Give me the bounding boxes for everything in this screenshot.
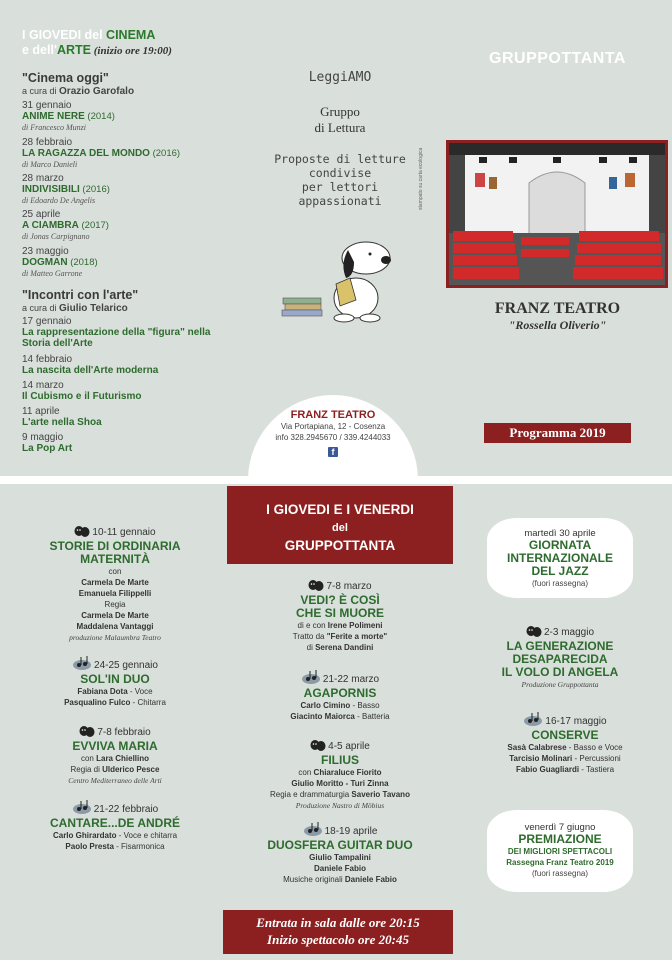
event-date: 11 aprile (22, 406, 60, 417)
performer-role: - Basso e Voce (566, 743, 623, 752)
cinema-section-title: "Cinema oggi" (22, 71, 109, 85)
cinema-event (22, 137, 232, 170)
event-title: DEL JAZZ (531, 564, 589, 578)
event-credit: con (108, 567, 122, 576)
film-title (22, 111, 232, 122)
performer-name: Fabiana Dota (77, 687, 128, 696)
cura-prefix: a cura di (22, 303, 60, 313)
cinema-arte-header (22, 28, 212, 59)
performer-name: Irene Polimeni (327, 621, 383, 630)
event-evviva-maria (30, 726, 200, 786)
performer-role: - Tastiera (579, 765, 615, 774)
lecture-title: La Pop Art (22, 443, 73, 454)
proposte-line: per lettori (301, 180, 379, 194)
performer-name: Daniele Fabio (313, 864, 366, 873)
event-conserve (480, 712, 650, 775)
film-director: di Marco Danieli (22, 160, 78, 169)
theatre-masks-icon (308, 580, 324, 594)
event-generazione-desaparecida (480, 626, 640, 690)
theatre-name: FRANZ TEATRO (494, 300, 621, 317)
performer-name: Chiaraluce Fiorito (313, 768, 382, 777)
cura-prefix: a cura di (22, 86, 60, 96)
event-date: 18-19 aprile (324, 826, 378, 837)
arte-section-title: "Incontri con l'arte" (22, 288, 139, 302)
film-name: ANIME NERE (22, 111, 85, 122)
source-title: "Ferite a morte" (326, 632, 388, 641)
performer-name: Sasà Calabrese (507, 743, 567, 752)
contact-phone: info 328.2945670 / 339.4244033 (275, 433, 391, 442)
performer-name: Giacinto Maiorca (290, 712, 355, 721)
film-year: (2014) (84, 111, 115, 122)
eco-paper-note: stampato su carta ecologica (418, 147, 424, 210)
film-director: di Francesco Munzi (22, 123, 86, 132)
event-title: DUOSFERA GUITAR DUO (267, 838, 413, 852)
event-title: DESAPARECIDA (512, 652, 608, 666)
event-credit: Carmela De Marte (81, 578, 149, 587)
header-time: (inizio ore 19:00) (90, 45, 172, 57)
event-title: FILIUS (321, 753, 359, 767)
facebook-icon[interactable]: f (328, 447, 338, 457)
contact-name: FRANZ TEATRO (290, 409, 376, 421)
event-title: LA GENERAZIONE (506, 639, 614, 653)
music-notes-icon (303, 822, 323, 839)
snoopy-reading-illustration (278, 236, 398, 326)
leggiamo-title: LeggiAMO (308, 70, 372, 85)
arte-event (22, 380, 222, 402)
event-title: EVVIVA MARIA (72, 739, 158, 753)
film-name: LA RAGAZZA DEL MONDO (22, 148, 150, 159)
header-text-arte: ARTE (56, 43, 91, 57)
credit-label: Musiche originali (283, 875, 345, 884)
header-text: e dell' (22, 43, 57, 57)
film-year: (2018) (67, 257, 98, 268)
event-storie-ordinaria (30, 526, 200, 643)
event-date: 16-17 maggio (545, 716, 607, 727)
film-director: di Matteo Garrone (22, 269, 83, 278)
credit-label: di e con (297, 621, 328, 630)
theatre-subtitle: "Rossella Oliverio" (508, 318, 607, 332)
music-notes-icon (72, 656, 92, 673)
performer-name: Carlo Cimino (300, 701, 351, 710)
event-date: 7-8 febbraio (97, 727, 151, 738)
film-director: di Jonas Carpignano (22, 232, 90, 241)
event-note: (fuori rassegna) (531, 579, 589, 588)
event-note: (fuori rassegna) (531, 869, 589, 878)
event-subtitle: DEI MIGLIORI SPETTACOLI (507, 847, 613, 856)
lecture-title: La rappresentazione della "figura" nella Storia dell'Arte (22, 327, 211, 349)
event-credit: Emanuela Filippelli (78, 589, 152, 598)
programma-badge: Programma 2019 (484, 423, 631, 443)
banner-line: del (332, 522, 348, 534)
event-production: Produzione Nastro di Möbius (295, 801, 385, 810)
event-credit: Carmela De Marte (81, 611, 149, 620)
banner-line: GRUPPOTTANTA (284, 538, 396, 553)
event-date: 7-8 marzo (326, 581, 372, 592)
performer-role: - Batteria (354, 712, 390, 721)
event-production: produzione Malaumbra Teatro (69, 633, 161, 642)
credit-label: con (298, 768, 314, 777)
performer-name: Tarcisio Molinari (509, 754, 573, 763)
music-notes-icon (301, 670, 321, 687)
film-title (22, 257, 232, 268)
theatre-masks-icon (74, 526, 90, 540)
film-title (22, 220, 232, 231)
contact-info (258, 410, 408, 458)
event-date: 28 febbraio (22, 137, 73, 148)
director-name: Ulderico Pesce (102, 765, 160, 774)
film-year: (2016) (79, 184, 110, 195)
arte-event (22, 432, 222, 454)
event-date: venerdì 7 giugno (524, 822, 596, 833)
arte-event (22, 316, 222, 349)
event-date: 31 gennaio (22, 100, 72, 111)
event-date: 17 gennaio (22, 316, 72, 327)
cura-name: Orazio Garofalo (59, 86, 135, 97)
performer-name: Carlo Ghirardato (52, 831, 117, 840)
event-cantare-de-andre (30, 800, 200, 852)
event-date: martedì 30 aprile (524, 528, 596, 539)
cura-name: Giulio Telarico (59, 303, 128, 314)
event-title: CHE SI MUORE (295, 606, 384, 620)
contact-address: Via Portapiana, 12 - Cosenza (280, 422, 386, 431)
theatre-masks-icon (526, 626, 542, 640)
arte-curator (22, 303, 128, 314)
event-date: 10-11 gennaio (92, 527, 156, 538)
cinema-event (22, 209, 232, 242)
performer-role: - Voce e chitarra (116, 831, 178, 840)
start-time: Inizio spettacolo ore 20:45 (267, 932, 409, 947)
event-date: 23 maggio (22, 246, 69, 257)
cinema-event (22, 173, 232, 206)
lecture-title: Il Cubismo e il Futurismo (22, 391, 142, 402)
event-title: CONSERVE (531, 728, 599, 742)
cinema-event (22, 100, 232, 133)
event-date: 21-22 marzo (322, 674, 380, 685)
banner-line: I GIOVEDI E I VENERDI (266, 502, 414, 517)
event-title: INTERNAZIONALE (507, 551, 613, 565)
author-name: Serena Dandini (315, 643, 374, 652)
proposte-line: condivise (308, 166, 372, 180)
event-date: 4-5 aprile (328, 741, 370, 752)
film-name: A CIAMBRA (22, 220, 79, 231)
cinema-curator (22, 86, 134, 97)
film-year: (2016) (149, 148, 181, 159)
entry-time: Entrata in sala dalle ore 20:15 (256, 915, 420, 930)
event-date: 14 febbraio (22, 354, 73, 365)
event-date: 2-3 maggio (543, 627, 595, 638)
event-date: 24-25 gennaio (94, 660, 158, 671)
header-text-cinema: CINEMA (106, 28, 156, 42)
event-sol-in-duo (30, 656, 200, 708)
arte-event (22, 354, 222, 376)
gruppo-line: Gruppo (320, 104, 360, 119)
composer-name: Daniele Fabio (344, 875, 397, 884)
performer-role: - Basso (350, 701, 380, 710)
film-name: DOGMAN (22, 257, 68, 268)
event-premiazione (487, 810, 633, 892)
performer-name: Giulio Tampalini (309, 853, 371, 862)
event-title: CANTARE...DE ANDRÉ (49, 816, 180, 830)
schedule-banner (227, 486, 453, 564)
performer-role: - Percussioni (572, 754, 621, 763)
music-notes-icon (72, 800, 92, 817)
reading-group-description (255, 152, 425, 208)
director-name: Saverio Tavano (351, 790, 410, 799)
event-date: 9 maggio (22, 432, 64, 443)
arte-event (22, 406, 222, 428)
cinema-event (22, 246, 232, 279)
event-date: 14 marzo (22, 380, 64, 391)
event-title: SOL'IN DUO (80, 672, 150, 686)
event-title: MATERNITÀ (80, 552, 150, 566)
event-date: 25 aprile (22, 209, 61, 220)
theatre-masks-icon (79, 726, 95, 740)
event-date: 28 marzo (22, 173, 64, 184)
credit-label: di (306, 643, 316, 652)
proposte-line: appassionati (298, 194, 382, 208)
performer-role: - Voce (127, 687, 153, 696)
event-jazz-day (487, 518, 633, 598)
event-title: IL VOLO DI ANGELA (501, 665, 619, 679)
music-notes-icon (523, 712, 543, 729)
theatre-photo (446, 140, 668, 288)
header-text: I GIOVEDI del (22, 28, 107, 42)
performer-role: - Fisarmonica (113, 842, 165, 851)
entry-times-box (223, 910, 453, 954)
theatre-interior-image (449, 143, 665, 285)
film-year: (2017) (78, 220, 109, 231)
lecture-title: La nascita dell'Arte moderna (22, 365, 159, 376)
credit-label: Regia e drammaturgia (270, 790, 352, 799)
event-production: Produzione Gruppottanta (521, 680, 599, 689)
event-subtitle: Rassegna Franz Teatro 2019 (506, 858, 614, 867)
performer-name: Fabio Guagliardi (515, 765, 580, 774)
proposte-line: Proposte di letture (274, 152, 406, 166)
event-agapornis (250, 670, 430, 722)
performer-role: - Chitarra (130, 698, 166, 707)
credit-label: Tratto da (292, 632, 327, 641)
performer-name: Paolo Presta (65, 842, 114, 851)
film-name: INDIVISIBILI (22, 184, 80, 195)
credit-label: Regia di (70, 765, 103, 774)
performer-name: Pasqualino Fulco (64, 698, 131, 707)
film-director: di Edoardo De Angelis (22, 196, 96, 205)
event-date: 21-22 febbraio (93, 804, 159, 815)
event-title: VEDI? È COSÌ (300, 593, 380, 607)
reading-group-title (265, 104, 415, 136)
theatre-masks-icon (310, 740, 326, 754)
performer-name: Lara Chiellino (96, 754, 150, 763)
gruppo-line: di Lettura (314, 120, 366, 135)
event-vedi-e-cosi (250, 580, 430, 653)
credit-label: con (80, 754, 97, 763)
event-credit: Maddalena Vantaggi (76, 622, 154, 631)
film-title (22, 148, 232, 159)
film-title (22, 184, 232, 195)
event-duosfera (240, 822, 440, 885)
lecture-title: L'arte nella Shoa (22, 417, 102, 428)
event-title: AGAPORNIS (303, 686, 377, 700)
event-filius (240, 740, 440, 811)
event-title: PREMIAZIONE (518, 832, 602, 846)
event-production: Centro Mediterraneo delle Arti (68, 776, 162, 785)
event-title: GIORNATA (528, 538, 592, 552)
performer-names: Giulio Moritto - Turi Zinna (291, 779, 389, 788)
gruppottanta-title: GRUPPOTTANTA (489, 50, 626, 67)
event-title: STORIE DI ORDINARIA (49, 539, 181, 553)
event-credit: Regia (104, 600, 126, 609)
